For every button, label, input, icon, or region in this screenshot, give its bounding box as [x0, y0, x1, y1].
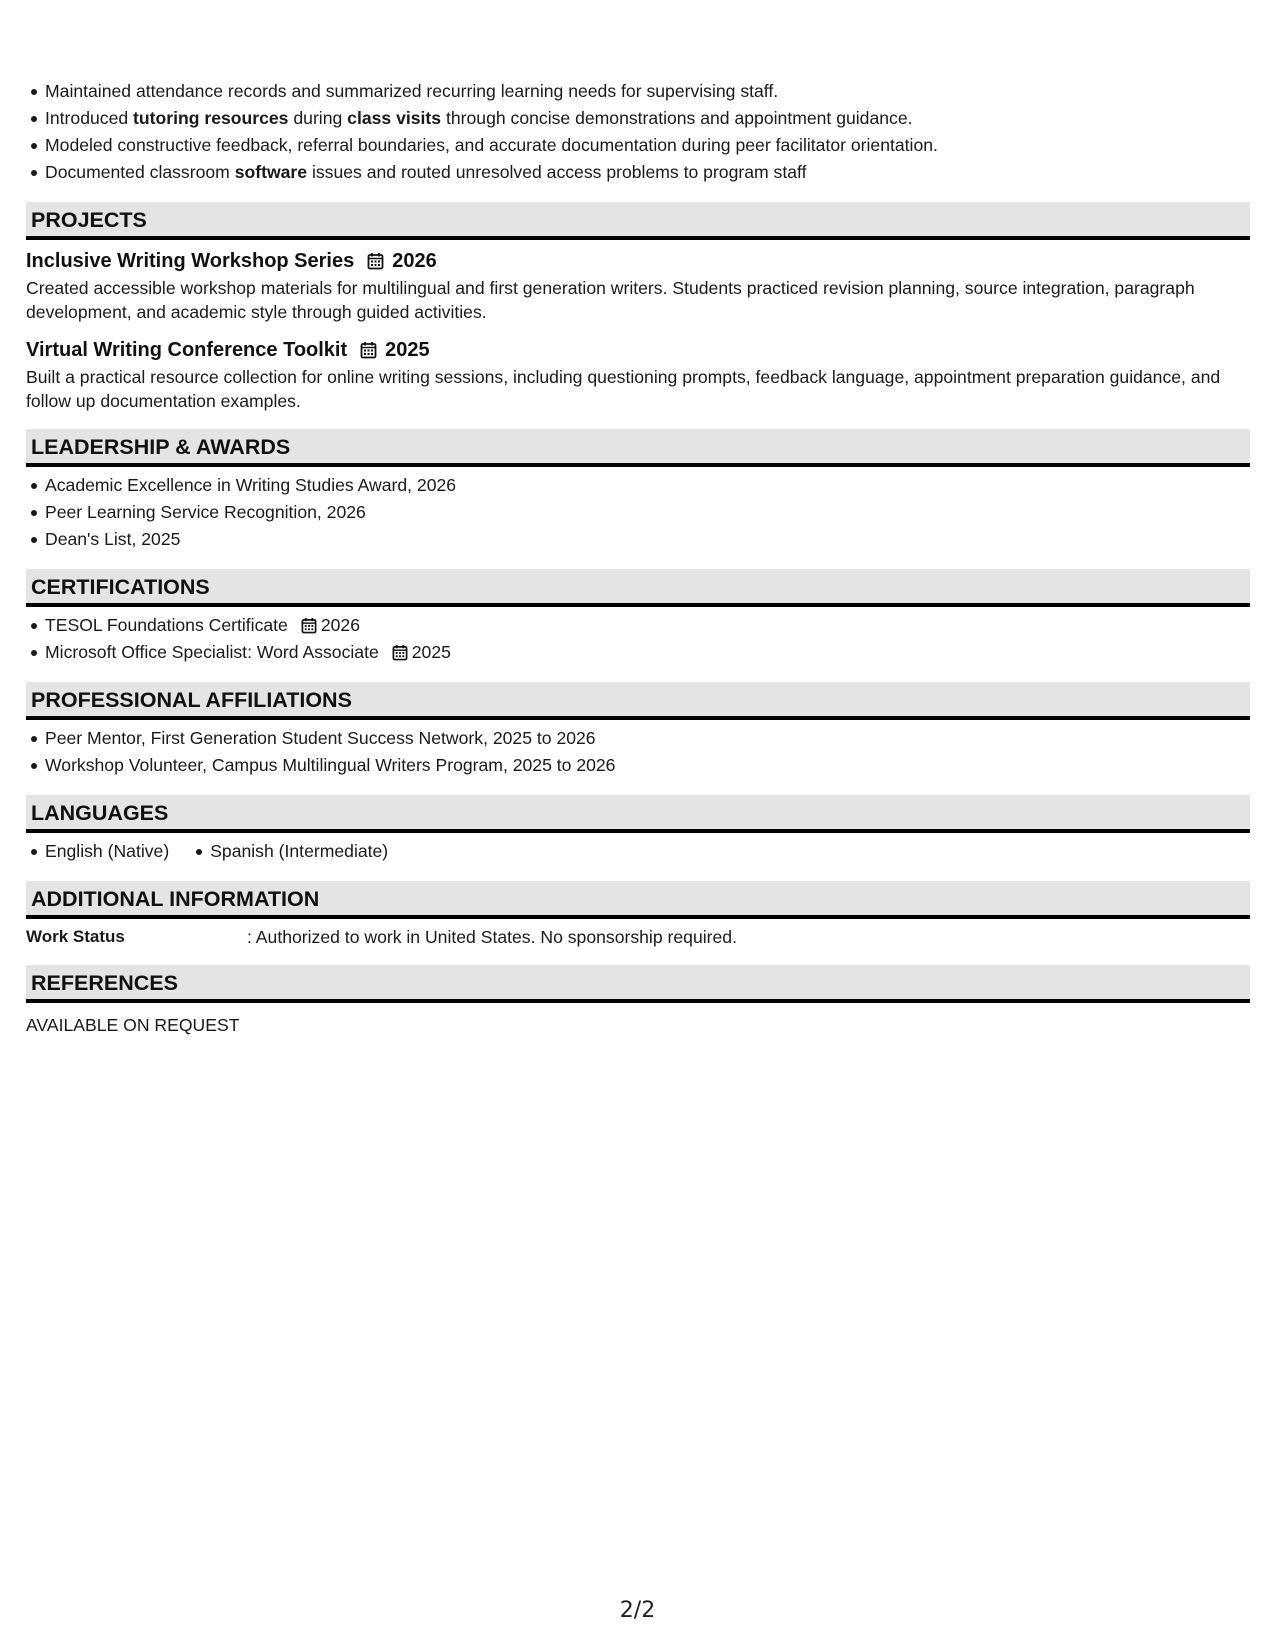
experience-bullets: [26, 78, 1250, 186]
text-run: during: [288, 108, 348, 128]
references-text: AVAILABLE ON REQUEST: [26, 1015, 240, 1035]
list-item: Peer Mentor, First Generation Student Success Network, 2025 to 2026: [26, 725, 1250, 752]
emphasis-text: class visits: [347, 108, 442, 128]
certification-name: TESOL Foundations Certificate: [45, 615, 288, 635]
list-item: [26, 639, 1250, 666]
section-heading-languages: LANGUAGES: [26, 795, 1250, 833]
section-heading-certifications: CERTIFICATIONS: [26, 569, 1250, 607]
project-title: Inclusive Writing Workshop Series: [26, 250, 355, 272]
text-run: Modeled constructive feedback, referral boundaries, and accurate documentation during peer facilitator orientation.: [45, 135, 938, 155]
calendar-icon: [360, 341, 377, 359]
emphasis-text: tutoring resources: [133, 108, 289, 128]
list-item: English (Native): [26, 838, 169, 865]
list-item: Spanish (Intermediate): [191, 838, 388, 865]
calendar-icon: [367, 252, 384, 270]
project-entry: [26, 248, 1250, 324]
list-item: [26, 132, 1250, 159]
list-item: [26, 612, 1250, 639]
certification-name: Microsoft Office Specialist: Word Associate: [45, 642, 379, 662]
section-heading-projects: PROJECTS: [26, 202, 1250, 240]
certification-year: 2026: [320, 615, 360, 635]
affiliations-list: [26, 725, 1250, 779]
calendar-icon: [301, 617, 317, 634]
list-item: Peer Learning Service Recognition, 2026: [26, 499, 1250, 526]
list-item: [26, 78, 1250, 105]
text-run: issues and routed unresolved access problems to program staff: [307, 162, 807, 182]
text-run: through concise demonstrations and appointment guidance.: [441, 108, 913, 128]
project-title: Virtual Writing Conference Toolkit: [26, 339, 348, 361]
list-item: Academic Excellence in Writing Studies Award, 2026: [26, 472, 1250, 499]
text-run: Maintained attendance records and summarized recurring learning needs for supervising staff.: [45, 81, 779, 101]
project-description: Built a practical resource collection for online writing sessions, including questioning prompts, feedback language, appointment preparation guidance, and follow up documentation examples.: [26, 367, 1221, 411]
project-entry: [26, 337, 1250, 413]
list-item: Dean's List, 2025: [26, 526, 1250, 553]
project-year: 2026: [392, 250, 437, 272]
text-run: Documented classroom: [45, 162, 235, 182]
certification-year: 2025: [411, 642, 451, 662]
leadership-list: [26, 472, 1250, 553]
section-heading-affiliations: PROFESSIONAL AFFILIATIONS: [26, 682, 1250, 720]
project-year: 2025: [385, 339, 430, 361]
section-heading-leadership: LEADERSHIP & AWARDS: [26, 429, 1250, 467]
list-item: [26, 159, 1250, 186]
calendar-icon: [392, 644, 408, 661]
section-heading-references: REFERENCES: [26, 965, 1250, 1003]
work-status-label: Work Status: [26, 927, 125, 946]
certifications-list: [26, 612, 1250, 666]
list-item: Workshop Volunteer, Campus Multilingual Writers Program, 2025 to 2026: [26, 752, 1250, 779]
page-number: 2/2: [619, 1598, 656, 1623]
list-item: [26, 105, 1250, 132]
project-description: Created accessible workshop materials for multilingual and first generation writers. Students practiced revision planning, source integration, paragraph development, and academic style through guided activities.: [26, 278, 1195, 322]
section-heading-additional: ADDITIONAL INFORMATION: [26, 881, 1250, 919]
emphasis-text: software: [234, 162, 308, 182]
work-status-value: : Authorized to work in United States. No sponsorship required.: [247, 927, 737, 947]
project-title-line: [26, 248, 1250, 274]
languages-list: [26, 838, 1250, 865]
text-run: Introduced: [45, 108, 134, 128]
resume-page: [26, 78, 1250, 1037]
project-title-line: [26, 337, 1250, 363]
work-status-row: [26, 925, 1250, 949]
